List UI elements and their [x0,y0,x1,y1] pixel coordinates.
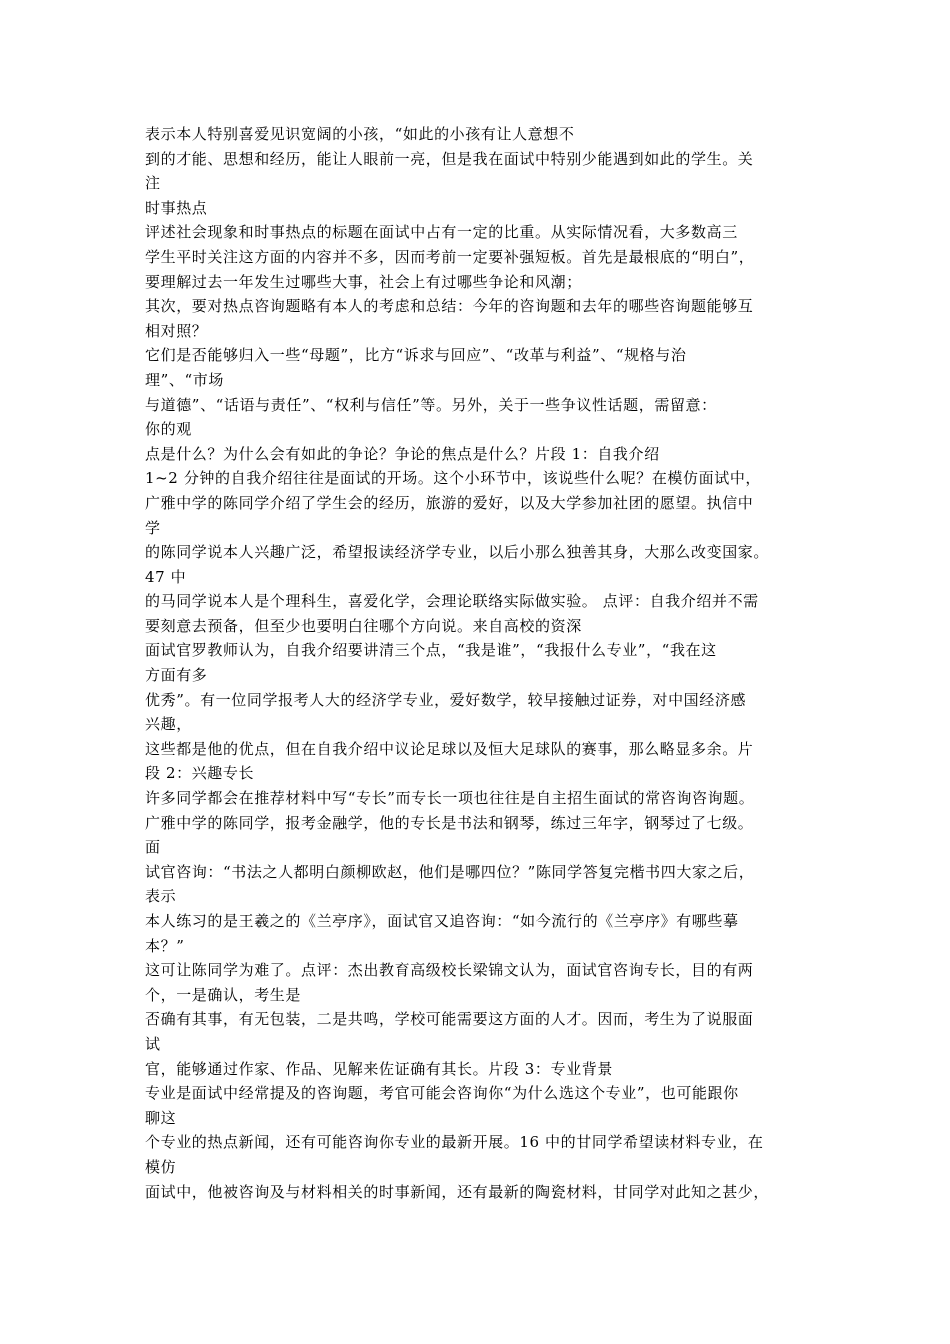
text-line: 这些都是他的优点，但在自我介绍中议论足球以及恒大足球队的赛事，那么略显多余。片 [145,739,754,758]
text-line: 广雅中学的陈同学，报考金融学，他的专长是书法和钢琴，练过三年字，钢琴过了七级。 [145,813,754,832]
text-line: 兴趣， [145,715,192,734]
text-line: 方面有多 [145,666,208,685]
text-line: 评述社会现象和时事热点的标题在面试中占有一定的比重。从实际情况看，大多数高三 [145,223,738,242]
text-line: 与道德”、“话语与责任”、“权利与信任”等。另外，关于一些争议性话题，需留意： [145,395,717,414]
text-line: 47 中 [145,567,187,586]
text-line: 要刻意去预备，但至少也要明白往哪个方向说。来自高校的资深 [145,616,582,635]
text-line: 你的观 [145,420,192,439]
text-line: 本？” [145,936,185,955]
text-line: 面 [145,838,161,857]
text-line: 优秀”。有一位同学报考人大的经济学专业，爱好数学，较早接触过证券，对中国经济感 [145,690,747,709]
text-line: 模仿 [145,1157,177,1176]
text-line: 到的才能、思想和经历，能让人眼前一亮，但是我在面试中特别少能遇到如此的学生。关 [145,149,754,168]
text-line: 要理解过去一年发生过哪些大事，社会上有过哪些争论和风潮； [145,272,582,291]
document-body [145,122,825,1204]
text-line: 许多同学都会在推荐材料中写“专长”而专长一项也往往是自主招生面试的常咨询咨询题。 [145,789,755,808]
text-line: 时事热点 [145,198,208,217]
text-line: 表示 [145,887,177,906]
text-line: 广雅中学的陈同学介绍了学生会的经历，旅游的爱好，以及大学参加社团的愿望。执信中 [145,493,754,512]
text-line: 段 2：兴趣专长 [145,764,255,783]
text-line: 点是什么？为什么会有如此的争论？争论的焦点是什么？片段 1：自我介绍 [145,444,660,463]
text-line: 它们是否能够归入一些“母题”，比方“诉求与回应”、“改革与利益”、“规格与治 [145,346,687,365]
text-line: 面试中，他被咨询及与材料相关的时事新闻，还有最新的陶瓷材料，甘同学对此知之甚少， [145,1182,770,1201]
text-line: 官，能够通过作家、作品、见解来佐证确有其长。片段 3：专业背景 [145,1059,613,1078]
text-line: 其次，要对热点咨询题略有本人的考虑和总结：今年的咨询题和去年的哪些咨询题能够互 [145,297,754,316]
text-line: 试官咨询：“书法之人都明白颜柳欧赵，他们是哪四位？”陈同学答复完楷书四大家之后， [145,862,755,881]
text-line: 本人练习的是王羲之的《兰亭序》，面试官又追咨询：“如今流行的《兰亭序》有哪些摹 [145,912,739,930]
text-line: 表示本人特别喜爱见识宽阔的小孩，“如此的小孩有让人意想不 [145,125,575,143]
text-line: 学生平时关注这方面的内容并不多，因而考前一定要补强短板。首先是最根底的“明白”， [145,247,755,266]
text-line: 这可让陈同学为难了。点评：杰出教育高级校长梁锦文认为，面试官咨询专长，目的有两 [145,961,754,980]
text-line: 否确有其事，有无包装，二是共鸣，学校可能需要这方面的人才。因而，考生为了说服面 [145,1010,754,1029]
text-line: 相对照？ [145,321,208,340]
text-line: 个，一是确认，考生是 [145,985,302,1004]
text-line: 的马同学说本人是个理科生，喜爱化学，会理论联络实际做实验。 点评：自我介绍并不需 [145,592,759,611]
text-line: 试 [145,1034,161,1053]
text-line: 1~2 分钟的自我介绍往往是面试的开场。这个小环节中，该说些什么呢？在模仿面试中， [145,469,762,488]
text-line: 面试官罗教师认为，自我介绍要讲清三个点，“我是谁”，“我报什么专业”，“我在这 [145,641,717,660]
text-line: 个专业的热点新闻，还有可能咨询你专业的最新开展。16 中的甘同学希望读材料专业，在 [145,1133,764,1152]
text-line: 理”、“市场 [145,370,224,389]
text-line: 注 [145,174,161,193]
text-line: 聊这 [145,1108,177,1127]
text-line: 专业是面试中经常提及的咨询题，考官可能会咨询你“为什么选这个专业”，也可能跟你 [145,1084,739,1103]
text-line: 学 [145,518,161,537]
text-line: 的陈同学说本人兴趣广泛，希望报读经济学专业，以后小那么独善其身，大那么改变国家。 [145,543,770,562]
